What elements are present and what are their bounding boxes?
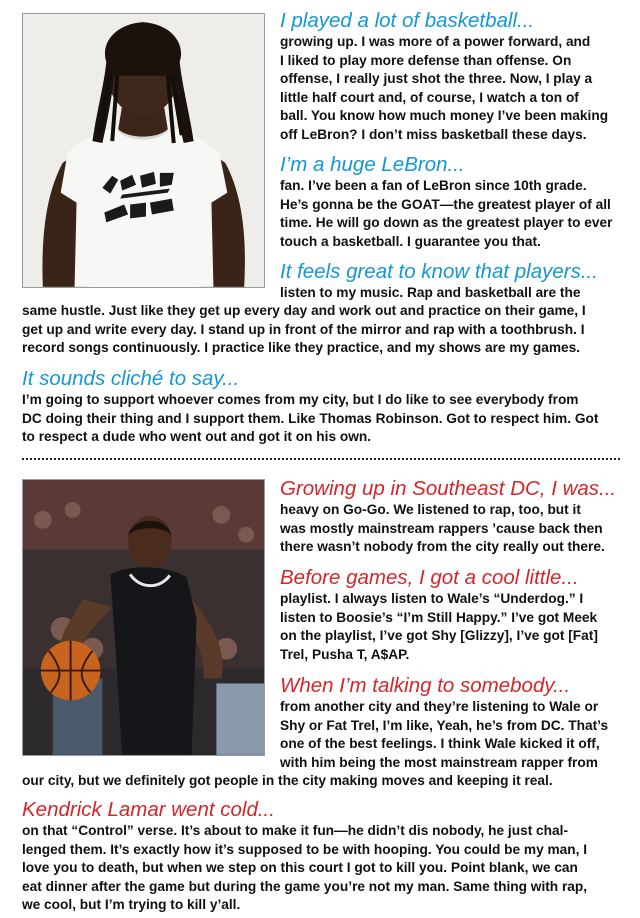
rapper-photo [22,13,265,288]
section-body [22,772,553,791]
section-heading: I played a lot of basketball... [280,9,535,32]
section-talking-to-somebody [280,674,608,772]
body-line: on the playlist, I’ve got Shy [Glizzy], I’ve got [Fat] [280,628,598,644]
body-line: touch a basketball. I guarantee you that. [280,233,541,249]
body-line: off LeBron? I don’t miss basketball these days. [280,126,587,142]
section-body [22,822,587,915]
body-line: was mostly mainstream rappers ’cause back then [280,520,603,536]
body-line: playlist. I always listen to Wale’s “Underdog.” I [280,591,584,606]
section-heading: It sounds cliché to say... [22,367,240,390]
body-line: lenged them. It’s exactly how it’s supposed to be with hooping. You could be my man, I [22,841,588,857]
body-line: heavy on Go-Go. We listened to rap, too, but it [280,502,581,517]
section-players-listen-heading [280,260,598,303]
body-line: with him being the most mainstream rapper from [280,754,598,770]
body-line: one of the best feelings. I think Wale kicked it off, [280,736,600,752]
section-heading: When I’m talking to somebody... [280,674,571,697]
section-kendrick-lamar [22,798,587,915]
section-heading: I’m a huge LeBron... [280,153,465,176]
section-southeast-dc [280,477,616,557]
body-line: growing up. I was more of a power forward, and [280,34,591,49]
section-body [280,177,612,251]
body-line: love you to death, but when we step on this court I got to kill you. Point blank, we can [22,860,578,876]
section-body [280,284,598,303]
body-line: get up and write every day. I stand up in front of the mirror and rap with a toothbrush. I [22,321,585,337]
section-heading: Growing up in Southeast DC, I was... [280,477,617,500]
body-line: I liked to play more defense than offense. On [280,52,572,68]
section-basketball-growing-up [280,9,608,145]
section-playlist [280,566,598,664]
body-line: we cool, but I’m trying to kill y’all. [22,897,241,913]
section-heading: Kendrick Lamar went cold... [22,798,275,821]
dotted-divider [22,458,620,460]
section-body [280,698,608,772]
body-line: fan. I’ve been a fan of LeBron since 10th grade. [280,178,587,193]
section-body [22,302,586,358]
body-line: DC doing their thing and I support them. Like Thomas Robinson. Got to respect him. Got [22,410,599,426]
body-line: our city, but we definitely got people in the city making moves and keeping it real. [22,773,553,788]
body-line: listen to Boosie’s “I’m Still Happy.” I’ve got Meek [280,609,598,625]
body-line: from another city and they’re listening to Wale or [280,699,599,714]
body-line: listen to my music. Rap and basketball are the [280,285,581,300]
section-lebron-fan [280,153,612,251]
body-line: to respect a dude who went out and got it on his own. [22,429,372,445]
body-line: offense, I really just shot the three. Now, I play a [280,71,593,87]
section-body [280,33,608,145]
body-line: ball. You know how much money I’ve been making [280,108,609,124]
section-talking-to-somebody-end [22,772,553,791]
body-line: on that “Control” verse. It’s about to make it fun—he didn’t dis nobody, he just chal- [22,823,569,838]
section-cliche [22,367,598,447]
basketball-player-photo [22,479,265,756]
body-line: same hustle. Just like they get up every day and work out and practice on their game, I [22,303,586,318]
body-line: Shy or Fat Trel, I’m like, Yeah, he’s from DC. That’s [280,717,609,733]
section-players-listen-body [22,302,586,358]
body-line: record songs continuously. I practice like they practice, and my shows are my games. [22,340,581,356]
body-line: I’m going to support whoever comes from my city, but I do like to see everybody from [22,392,579,407]
section-heading: Before games, I got a cool little... [280,566,579,589]
body-line: eat dinner after the game but during the game you’re not my man. Same thing with rap, [22,878,588,894]
section-body [280,590,598,664]
body-line: He’s gonna be the GOAT—the greatest player of all [280,196,611,212]
section-body [280,501,616,557]
body-line: time. He will go down as the greatest player to ever [280,215,613,231]
body-line: Trel, Pusha T, A$AP. [280,646,410,662]
body-line: little half court and, of course, I watch a ton of [280,89,579,105]
section-heading: It feels great to know that players... [280,260,598,283]
section-body [22,391,598,447]
body-line: there wasn’t nobody from the city really out there. [280,539,605,555]
